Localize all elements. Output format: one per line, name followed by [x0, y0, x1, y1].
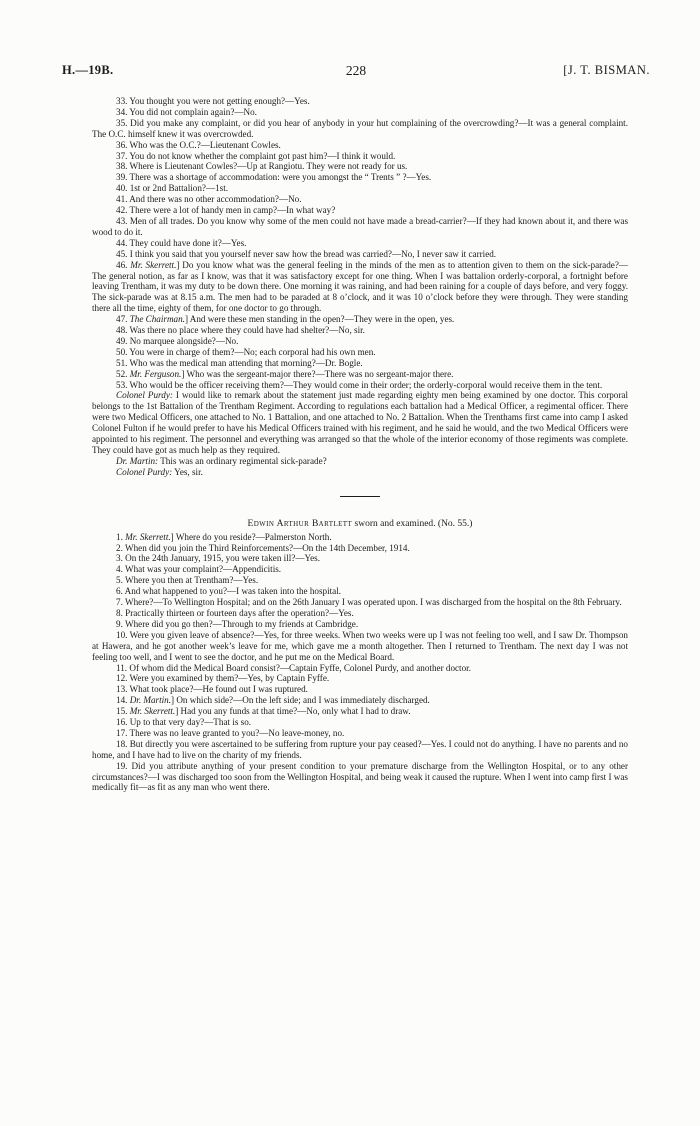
- evidence-text: [92, 96, 628, 793]
- question-answer-text: Practically thirteen or fourteen days after the operation?—Yes.: [125, 607, 354, 618]
- question-answer-text: On the 24th January, 1915, you were taken ill?—Yes.: [125, 553, 321, 564]
- question-number: 13.: [116, 684, 128, 695]
- exchange-speaker: Colonel Purdy:: [116, 466, 173, 477]
- question-paragraph: [92, 673, 628, 684]
- question-paragraph: [92, 630, 628, 663]
- question-paragraph: [92, 151, 628, 162]
- questioner-name: The Chairman.: [129, 314, 185, 325]
- question-paragraph: [92, 205, 628, 216]
- question-paragraph: [92, 336, 628, 347]
- question-number: 48.: [116, 325, 128, 336]
- question-paragraph: [92, 728, 628, 739]
- question-answer-text: But directly you were ascertained to be suffering from rupture your pay ceased?—Yes. I could not do anything. I have no parents and no home, and I have had to live on the charity of my friends.: [92, 738, 628, 760]
- question-paragraph: [92, 358, 628, 369]
- question-number: 8.: [116, 607, 123, 618]
- question-number: 50.: [116, 346, 128, 357]
- question-answer-text: Of whom did the Medical Board consist?—Captain Fyffe, Colonel Purdy, and another doctor.: [129, 662, 471, 673]
- question-answer-text: Did you attribute anything of your present condition to your premature discharge from the Wellington Hospital, or to any other circumstances?—I was discharged too soon from the Wellington Hospital, and being weak it caused the rupture. When I went into camp first I was medically fit—as fit as any man who went there.: [92, 760, 628, 793]
- page-header: [62, 63, 650, 83]
- questioner-name: Mr. Skerrett.: [125, 531, 171, 542]
- question-paragraph: [92, 564, 628, 575]
- question-answer-text: Where did you go then?—Through to my friends at Cambridge.: [124, 618, 359, 629]
- question-paragraph: [92, 347, 628, 358]
- question-number: 46.: [116, 259, 128, 270]
- question-answer-text: You thought you were not getting enough?—Yes.: [129, 96, 310, 106]
- paper-reference: H.—19B.: [62, 63, 114, 77]
- question-answer-text: What was your complaint?—Appendicitis.: [124, 564, 282, 575]
- question-answer-text: And were these men standing in the open?—They were in the open, yes.: [189, 314, 455, 325]
- question-answer-text: Were you given leave of absence?—Yes, for three weeks. When two weeks were up I was not feeling too well, and I saw Dr. Thompson at Hawera, and he got another week’s leave for me, which gave me a month altogether. Then I returned to Trentham. The next day I was not feeling too well, and I went to see the doctor, and he put me on the Medical Board.: [92, 629, 628, 662]
- question-answer-text: You did not complain again?—No.: [129, 106, 257, 117]
- question-paragraph: 15. Mr. Skerrett.] Had you any funds at that time?—No, only what I had to draw.: [116, 706, 411, 717]
- question-number: 41.: [116, 194, 128, 205]
- question-number: 1.: [116, 531, 123, 542]
- question-number: 49.: [116, 335, 128, 346]
- question-number: 4.: [116, 564, 123, 575]
- question-paragraph: [92, 194, 628, 205]
- question-number: 6.: [116, 586, 123, 597]
- question-paragraph: [92, 663, 628, 674]
- question-answer-text: Do you know what was the general feeling in the minds of the men as to attention given to them on the sick-parade?—The general notion, as far as I know, was that it was satisfactory except for one thing. When I was battalion orderly-corporal, a fortnight before leaving Trentham, it was my duty to be down there. One morning it was raining, and had been raining for a couple of days before, and very foggy. The sick-parade was at 8.15 a.m. The men had to be paraded at 8 o’clock, and it was 10 o’clock before they were through. They were standing there all the time, eighty of them, for one doctor to go through.: [92, 259, 629, 314]
- exchange-text: This was an ordinary regimental sick-parade?: [160, 455, 327, 466]
- question-number: 37.: [116, 150, 128, 161]
- page-number: 228: [345, 63, 367, 78]
- question-answer-text: There were a lot of handy men in camp?—In what way?: [129, 205, 336, 216]
- question-number: 34.: [116, 106, 128, 117]
- section-divider: [340, 496, 380, 497]
- question-number: 18.: [116, 738, 128, 749]
- witness-reference: [J. T. BISMAN.: [563, 63, 650, 77]
- question-answer-text: Had you any funds at that time?—No, only what I had to draw.: [180, 706, 411, 717]
- question-paragraph: 14. Dr. Martin.] On which side?—On the left side; and I was immediately discharged.: [116, 695, 430, 706]
- question-paragraph: 52. Mr. Ferguson.] Who was the sergeant-major there?—There was no sergeant-major there.: [116, 368, 454, 379]
- question-number: 40.: [116, 183, 128, 194]
- exchange-line: [92, 467, 628, 478]
- question-paragraph: [92, 380, 628, 391]
- question-paragraph: [92, 619, 628, 630]
- question-paragraph: [92, 216, 628, 238]
- question-paragraph: [92, 118, 628, 140]
- question-number: 14.: [116, 695, 128, 706]
- question-number: 7.: [116, 597, 123, 608]
- questioner-name: Mr. Skerrett.: [129, 706, 176, 717]
- question-number: 10.: [116, 629, 128, 640]
- question-number: 9.: [116, 618, 123, 629]
- question-paragraph: [92, 238, 628, 249]
- question-paragraph: [92, 183, 628, 194]
- question-number: 51.: [116, 357, 128, 368]
- question-number: 47.: [116, 314, 128, 325]
- question-paragraph: [92, 249, 628, 260]
- question-answer-text: Who was the sergeant-major there?—There was no sergeant-major there.: [186, 368, 454, 379]
- questioner-name: Mr. Skerrett.: [130, 259, 177, 270]
- question-paragraph: [92, 684, 628, 695]
- question-number: 11.: [116, 662, 128, 673]
- questioner-name: Dr. Martin.: [129, 695, 172, 706]
- question-paragraph: 1. Mr. Skerrett.] Where do you reside?—Palmerston North.: [116, 531, 332, 542]
- question-answer-text: What took place?—He found out I was ruptured.: [129, 684, 308, 695]
- statement-paragraph: [92, 390, 628, 455]
- witness-heading: [92, 519, 628, 530]
- question-paragraph: [92, 717, 628, 728]
- question-answer-text: Was there no place where they could have had shelter?—No, sir.: [129, 325, 365, 336]
- statement-text: I would like to remark about the statement just made regarding eighty men being examined by one doctor. This corporal belongs to the 1st Battalion of the Trentham Regiment. According to regulations each battalion had a Medical Officer, a regimental officer. There were two Medical Officers, one attached to No. 1 Battalion, and one attached to No. 2 Battalion. When the Trenthams first came into camp I asked Colonel Fulton if he would prefer to have his Medical Officers trained with his regiment, and he said he would, and the two Medical Officers were appointed to his regiment. The personnel and everything was arranged so that the whole of the interior economy of those regiments was complete. They could have got as much help as they required.: [92, 390, 628, 455]
- question-answer-text: Where is Lieutenant Cowles?—Up at Rangiotu. They were not ready for us.: [129, 161, 408, 172]
- evidence-section-2: [92, 532, 628, 794]
- question-answer-text: Who would be the officer receiving them?—They would come in their order; the orderly-corporal would receive them in the tent.: [129, 379, 603, 390]
- question-answer-text: Up to that very day?—That is so.: [129, 717, 252, 728]
- question-answer-text: When did you join the Third Reinforcements?—On the 14th December, 1914.: [124, 542, 410, 553]
- question-number: 35.: [116, 117, 128, 128]
- question-number: 52.: [116, 368, 128, 379]
- question-number: 2.: [116, 542, 123, 553]
- question-number: 53.: [116, 379, 128, 390]
- question-answer-text: 1st or 2nd Battalion?—1st.: [129, 183, 229, 194]
- question-answer-text: Did you make any complaint, or did you hear of anybody in your hut complaining of the overcrowding?—It was a general complaint. The O.C. himself knew it was overcrowded.: [92, 117, 628, 139]
- witness-heading-rest: sworn and examined. (No. 55.): [354, 518, 473, 529]
- question-paragraph: [92, 161, 628, 172]
- exchange-section: [92, 456, 628, 478]
- question-answer-text: Were you examined by them?—Yes, by Captain Fyffe.: [129, 673, 330, 684]
- question-answer-text: Who was the O.C.?—Lieutenant Cowles.: [129, 139, 281, 150]
- question-number: 42.: [116, 205, 128, 216]
- question-paragraph: [92, 553, 628, 564]
- question-paragraph: [92, 761, 628, 794]
- question-paragraph: [92, 597, 628, 608]
- question-number: 12.: [116, 673, 128, 684]
- exchange-line: [92, 456, 628, 467]
- question-answer-text: And there was no other accommodation?—No.: [129, 194, 302, 205]
- question-number: 5.: [116, 575, 123, 586]
- question-number: 17.: [116, 727, 128, 738]
- question-number: 19.: [116, 760, 128, 771]
- question-paragraph: [92, 107, 628, 118]
- question-paragraph: [92, 608, 628, 619]
- question-paragraph: 47. The Chairman.] And were these men standing in the open?—They were in the open, yes.: [116, 314, 455, 325]
- question-answer-text: I think you said that you yourself never saw how the bread was carried?—No, I never saw it carried.: [129, 248, 497, 259]
- question-number: 33.: [116, 96, 128, 106]
- question-answer-text: Men of all trades. Do you know why some of the men could not have made a bread-carrier?—If they had known about it, and there was wood to do it.: [92, 215, 629, 237]
- question-number: 3.: [116, 553, 123, 564]
- question-answer-text: Where do you reside?—Palmerston North.: [175, 531, 332, 542]
- exchange-text: Yes, sir.: [174, 466, 203, 477]
- question-paragraph: [92, 172, 628, 183]
- question-number: 45.: [116, 248, 128, 259]
- question-paragraph: [92, 586, 628, 597]
- question-number: 43.: [116, 215, 128, 226]
- question-answer-text: Where?—To Wellington Hospital; and on the 26th January I was operated upon. I was discharged from the hospital on the 8th February.: [124, 597, 622, 608]
- question-answer-text: There was no leave granted to you?—No leave-money, no.: [129, 727, 345, 738]
- question-answer-text: No marquee alongside?—No.: [129, 335, 239, 346]
- statement-speaker: Colonel Purdy:: [116, 390, 173, 401]
- witness-name: Edwin Arthur Bartlett: [247, 518, 353, 529]
- question-answer-text: On which side?—On the left side; and I was immediately discharged.: [176, 695, 430, 706]
- question-answer-text: There was a shortage of accommodation: were you amongst the “ Trents ” ?—Yes.: [129, 172, 432, 183]
- question-answer-text: Where you then at Trentham?—Yes.: [124, 575, 259, 586]
- question-paragraph: [92, 325, 628, 336]
- question-paragraph: [92, 543, 628, 554]
- question-answer-text: You do not know whether the complaint got past him?—I think it would.: [129, 150, 396, 161]
- question-paragraph: [92, 575, 628, 586]
- exchange-speaker: Dr. Martin:: [116, 455, 159, 466]
- evidence-section-1: [92, 96, 628, 390]
- question-number: 44.: [116, 237, 128, 248]
- question-number: 38.: [116, 161, 128, 172]
- question-answer-text: They could have done it?—Yes.: [129, 237, 247, 248]
- question-paragraph: 46. Mr. Skerrett.] Do you know what was the general feeling in the minds of the men as to attention given to them on the sick-parade?—The general notion, as far as I know, was that it was satisfactory except for one thing. When I was battalion orderly-corporal, a fortnight before leaving Trentham, it was my duty to be down there. One morning it was raining, and had been raining for a couple of days before, and very foggy. The sick-parade was at 8.15 a.m. The men had to be paraded at 8 o’clock, and it was 10 o’clock before they were through. They were standing there all the time, eighty of them, for one doctor to go through.: [92, 259, 629, 314]
- question-number: 39.: [116, 172, 128, 183]
- question-answer-text: Who was the medical man attending that morning?—Dr. Bogle.: [129, 357, 363, 368]
- question-answer-text: You were in charge of them?—No; each corporal had his own men.: [129, 346, 376, 357]
- question-number: 15.: [116, 706, 128, 717]
- questioner-name: Mr. Ferguson.: [129, 368, 182, 379]
- question-paragraph: [92, 739, 628, 761]
- question-paragraph: [92, 96, 628, 107]
- question-number: 36.: [116, 139, 128, 150]
- question-answer-text: And what happened to you?—I was taken into the hospital.: [124, 586, 342, 597]
- question-number: 16.: [116, 717, 128, 728]
- question-paragraph: [92, 140, 628, 151]
